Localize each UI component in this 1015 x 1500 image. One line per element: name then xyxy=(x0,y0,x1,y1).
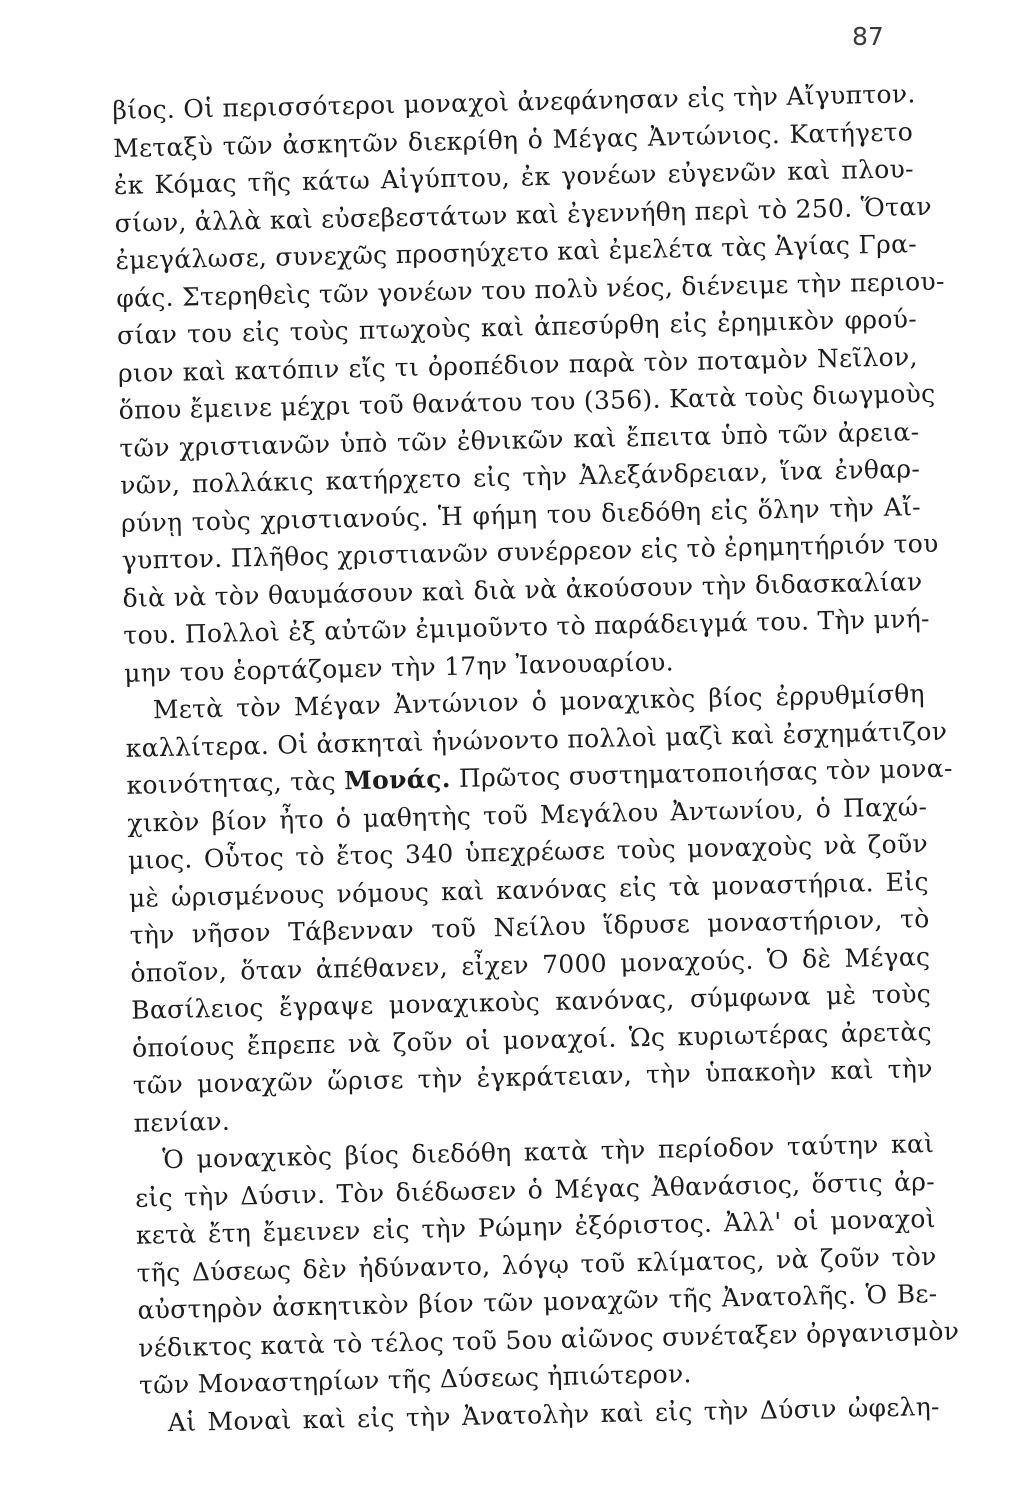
text-line-16: μην του ἑορτάζομεν τὴν 17ην Ἰανουαρίου. xyxy=(123,646,675,688)
text-line-9: ὅπου ἔμεινε μέχρι τοῦ θανάτου του (356). Κατὰ τοὺς διωγμοὺς xyxy=(118,378,936,425)
text-line-25: Βασίλειος ἔγραψε μοναχικοὺς κανόνας, σύμφωνα μὲ τοὺς xyxy=(130,979,932,1025)
text-line-1: βίος. Οἱ περισσότεροι μοναχοὶ ἀνεφάνησαν εἰς τὴν Αἴγυπτον. xyxy=(112,79,916,125)
text-line-10: τῶν χριστιανῶν ὑπὸ τῶν ἐθνικῶν καὶ ἔπειτα ὑπὸ τῶν ἀρεια- xyxy=(119,416,920,463)
text-line-31: κετὰ ἔτη ἔμεινεν εἰς τὴν Ρώμην ἐξόριστος. Ἀλλ' οἱ μοναχοὶ xyxy=(135,1203,937,1250)
text-line-22: μὲ ὡρισμένους νόμους καὶ κανόνας εἰς τὰ μοναστήρια. Εἰς xyxy=(128,866,930,913)
text-line-28: πενίαν. xyxy=(133,1106,231,1138)
text-line-4: σίων, ἀλλὰ καὶ εὐσεβεστάτων καὶ ἐγεννήθη περὶ τὸ 250. Ὅταν xyxy=(114,191,933,238)
text-line-19-start: κοινότητας, τὰς xyxy=(126,766,337,800)
emphasized-term: Μονάς. xyxy=(343,764,452,796)
body-text xyxy=(112,75,960,1441)
text-line-26: ὁποίους ἔπρεπε νὰ ζοῦν οἱ μοναχοί. Ὡς κυριωτέρας ἀρετὰς xyxy=(131,1016,933,1063)
text-line-29: Ὁ μοναχικὸς βίος διεδόθη κατὰ τὴν περίοδον ταύτην καὶ xyxy=(162,1129,935,1175)
text-line-35: τῶν Μοναστηρίων τῆς Δύσεως ἠπιώτερον. xyxy=(138,1359,693,1400)
text-line-36: Αἱ Μοναὶ καὶ εἰς τὴν Ἀνατολὴν καὶ εἰς τὴν Δύσιν ὠφελη- xyxy=(167,1391,941,1437)
text-line-3: ἐκ Κόμας τῆς κάτω Αἰγύπτου, ἐκ γονέων εὐγενῶν καὶ πλου- xyxy=(113,154,915,200)
page-number: 87 xyxy=(852,22,884,51)
text-line-18: καλλίτερα. Οἱ ἀσκηταὶ ἡνώνοντο πολλοὶ μαζὶ καὶ ἐσχημάτιζον xyxy=(125,716,948,763)
text-line-20: χικὸν βίον ἦτο ὁ μαθητὴς τοῦ Μεγάλου Ἀντωνίου, ὁ Παχώ- xyxy=(127,791,928,838)
text-line-27: τῶν μοναχῶν ὥρισε τὴν ἐγκράτειαν, τὴν ὑπακοὴν καὶ τὴν xyxy=(132,1054,933,1100)
text-line-7: σίαν του εἰς τοὺς πτωχοὺς καὶ ἀπεσύρθη εἰς ἐρημικὸν φρού- xyxy=(116,304,918,350)
text-line-12: ρύνῃ τοὺς χριστιανούς. Ἡ φήμη του διεδόθη εἰς ὅλην τὴν Αἴ- xyxy=(120,491,922,538)
text-line-34: νέδικτος κατὰ τὸ τέλος τοῦ 5ου αἰῶνος συνέταξεν ὀργανισμὸν xyxy=(138,1316,960,1363)
text-line-33: αὐστηρὸν ἀσκητικὸν βίον τῶν μοναχῶν τῆς Ἀνατολῆς. Ὁ Βε- xyxy=(137,1278,938,1325)
text-line-6: φάς. Στερηθεὶς τῶν γονέων του πολὺ νέος, διένειμε τὴν περιου- xyxy=(116,266,945,313)
text-line-30: εἰς τὴν Δύσιν. Τὸν διέδωσεν ὁ Μέγας Ἀθανάσιος, ὅστις ἀρ- xyxy=(134,1166,936,1213)
text-line-8: ριον καὶ κατόπιν εἴς τι ὀροπέδιον παρὰ τὸν ποταμὸν Νεῖλον, xyxy=(117,341,919,388)
text-line-13: γυπτον. Πλῆθος χριστιανῶν συνέρρεον εἰς τὸ ἐρημητήριόν του xyxy=(121,528,939,575)
text-line-2: Μεταξὺ τῶν ἀσκητῶν διεκρίθη ὁ Μέγας Ἀντώνιος. Κατήγετο xyxy=(112,116,914,163)
text-line-5: ἐμεγάλωσε, συνεχῶς προσηύχετο καὶ ἐμελέτα τὰς Ἁγίας Γρα- xyxy=(115,229,918,275)
text-line-21: μιος. Οὗτος τὸ ἔτος 340 ὑπεχρέωσε τοὺς μοναχοὺς νὰ ζοῦν xyxy=(127,829,929,875)
text-line-11: νῶν, πολλάκις κατήρχετο εἰς τὴν Ἀλεξάνδρειαν, ἵνα ἐνθαρ- xyxy=(119,454,921,500)
text-line-23: τὴν νῆσον Τάβενναν τοῦ Νείλου ἵδρυσε μοναστήριον, τὸ xyxy=(129,904,930,950)
text-line-14: διὰ νὰ τὸν θαυμάσουν καὶ διὰ νὰ ἀκούσουν τὴν διδασκαλίαν xyxy=(122,566,923,613)
text-line-15: του. Πολλοὶ ἐξ αὐτῶν ἐμιμοῦντο τὸ παράδειγμά του. Τὴν μνή- xyxy=(123,603,930,650)
text-line-19-end: Πρῶτος συστηματοποιήσας τὸν μονα- xyxy=(458,753,953,793)
text-line-24: ὁποῖον, ὅταν ἀπέθανεν, εἶχεν 7000 μοναχούς. Ὁ δὲ Μέγας xyxy=(130,941,931,988)
text-line-17: Μετὰ τὸν Μέγαν Ἀντώνιον ὁ μοναχικὸς βίος ἐρρυθμίσθη xyxy=(152,679,926,725)
text-line-32: τῆς Δύσεως δὲν ἠδύναντο, λόγῳ τοῦ κλίματος, νὰ ζοῦν τὸν xyxy=(136,1241,937,1288)
